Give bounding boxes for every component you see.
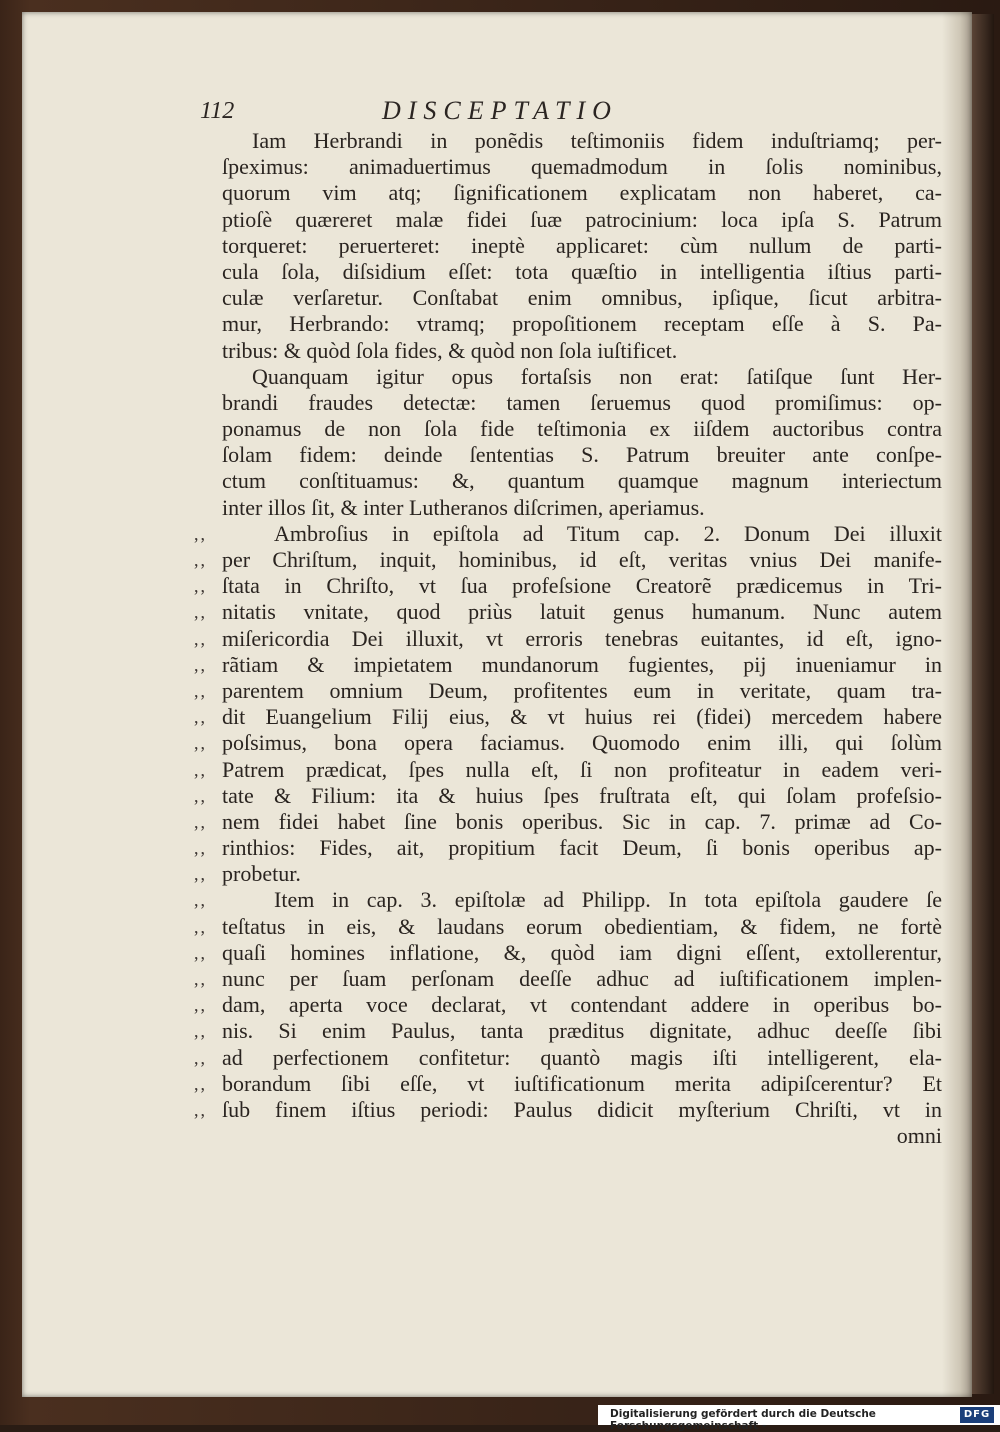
quotation-marker: ,, [194,890,207,911]
text-line [194,835,942,861]
text-line [194,520,942,547]
text-line-content: dit Euangelium Filij eius, & vt huius rei (fidei) mercedem habere [222,704,942,730]
quotation-marker: ,, [194,576,207,597]
text-line [222,416,942,442]
page-number: 112 [200,98,235,124]
text-line-content: culæ verſaretur. Conſtabat enim omnibus, ipſique, ſicut arbitra- [222,285,942,311]
text-line-content: ſtata in Chriſto, vt ſua profeſsione Creatorẽ prædicemus in Tri- [222,573,942,599]
body-text [194,128,942,1149]
quotation-marker: ,, [194,811,207,832]
quotation-marker: ,, [194,523,207,544]
text-line [194,651,942,678]
page-header [22,12,972,125]
text-line [222,390,942,416]
quotation-marker: ,, [194,864,207,885]
text-line [194,677,942,704]
text-line [194,992,942,1018]
text-line [194,782,942,809]
text-line [194,1096,942,1123]
dfg-logo: DFG [960,1407,994,1423]
quotation-marker: ,, [194,550,207,570]
text-line [194,730,942,756]
quotation-marker: ,, [194,1047,207,1068]
text-line-content: miſericordia Dei illuxit, vt erroris tenebras euitantes, id eſt, igno- [222,625,942,651]
quotation-marker: ,, [194,1099,207,1120]
text-line-content: nem fidei habet ſine bonis operibus. Sic in cap. 7. primæ ad Co- [222,808,942,834]
quotation-marker: ,, [194,942,207,963]
quotation-marker: ,, [194,838,207,859]
quotation-marker: ,, [194,628,207,649]
text-line-content: Quanquam igitur opus fortaſsis non erat: ſatiſque ſunt Her- [252,363,942,389]
text-line [222,128,942,154]
text-line-content: parentem omnium Deum, profitentes eum in veritate, quam tra- [222,677,942,703]
text-line [222,1123,942,1149]
text-line-content: rinthios: Fides, ait, propitium facit Deum, ſi bonis operibus ap- [222,835,942,861]
text-line-content: dam, aperta voce declarat, vt contendant addere in operibus bo- [222,992,942,1018]
text-line [194,966,942,992]
text-line-content: ponamus de non ſola fide teſtimonia ex iiſdem auctoribus contra [222,416,942,442]
text-line [194,1044,942,1071]
text-line-content: ptioſè quæreret malæ fidei ſuæ patrocinium: loca ipſa S. Patrum [222,206,942,232]
text-line [222,180,942,206]
text-line-content: omni [896,1123,942,1149]
text-line-content: nitatis vnitate, quod priùs latuit genus humanum. Nunc autem [222,599,942,625]
text-line [194,887,942,913]
text-line-content: inter illos ſit, & inter Lutheranos diſcrimen, aperiamus. [222,494,705,520]
quotation-marker: ,, [194,785,207,806]
text-line [222,311,942,337]
text-line-content: quaſi homines inflatione, &, quòd iam digni eſſent, extollerentur, [222,939,942,965]
text-line-content: probetur. [222,861,301,887]
text-line [222,338,942,364]
text-line-content: cula ſola, diſsidium eſſet: tota quæſtio in intelligentia iſtius parti- [222,258,942,284]
text-line-content: Item in cap. 3. epiſtolæ ad Philipp. In tota epiſtola gaudere ſe [274,887,942,913]
text-line [222,495,942,521]
text-line-content: ad perfectionem confitetur: quantò magis iſti intelligerent, ela- [222,1044,942,1070]
text-line-content: ctum conſtituamus: &, quantum quamque magnum interiectum [222,468,942,494]
book-edge [972,14,994,1394]
text-line [222,233,942,259]
text-line-content: ſolam fidem: deinde ſententias S. Patrum breuiter ante conſpe- [222,442,942,468]
text-line-content: Ambroſius in epiſtola ad Titum cap. 2. Donum Dei illuxit [274,520,942,546]
text-line [222,154,942,180]
text-line-content: teſtatus in eis, & laudans eorum obedientiam, & fidem, ne fortè [222,913,942,939]
text-line [222,364,942,390]
text-line [194,1070,942,1097]
quotation-marker: ,, [194,916,207,937]
digitization-credit: Digitalisierung gefördert durch die Deutsche Forschungsgemeinschaft - [610,1408,876,1432]
text-line-content: nunc per ſuam perſonam deeſſe adhuc ad iuſtificationem implen- [222,966,942,991]
text-line [194,625,942,652]
quotation-marker: ,, [194,759,207,780]
book-page [22,12,972,1397]
quotation-marker: ,, [194,733,207,754]
text-line [194,808,942,835]
text-line [194,573,942,599]
text-line [194,939,942,966]
text-line-content: quorum vim atq; ſignificationem explicatam non haberet, ca- [222,180,942,206]
text-line-content: Patrem prædicat, ſpes nulla eſt, ſi non profiteatur in eadem veri- [222,756,942,782]
page-spine-shadow [942,12,972,1397]
text-line-content: Iam Herbrandi in ponẽdis teſtimoniis fidem induſtriamq; per- [252,128,942,153]
quotation-marker: ,, [194,602,207,623]
quotation-marker: ,, [194,995,207,1016]
text-line [222,442,942,468]
text-line-content: tribus: & quòd ſola fides, & quòd non ſola iuſtificet. [222,337,678,363]
quotation-marker: ,, [194,1021,207,1042]
text-line [194,913,942,940]
quotation-marker: ,, [194,654,207,675]
text-line [194,599,942,625]
text-line [194,547,942,573]
text-line [222,207,942,233]
quotation-marker: ,, [194,680,207,701]
text-line-content: borandum ſibi eſſe, vt iuſtificationum merita adipiſcerentur? Et [222,1070,942,1096]
text-line-content: rãtiam & impietatem mundanorum fugientes, pij inueniamur in [222,651,942,677]
quotation-marker: ,, [194,969,207,989]
quotation-marker: ,, [194,1073,207,1094]
text-line [194,1018,942,1044]
quotation-marker: ,, [194,707,207,728]
text-line [222,468,942,494]
text-line-content: torqueret: peruerteret: ineptè applicaret: cùm nullum de parti- [222,232,942,258]
text-line-content: ſub finem iſtius periodi: Paulus didicit myſterium Chriſti, vt in [222,1096,942,1122]
text-line-content: nis. Si enim Paulus, tanta præditus dignitate, adhuc deeſſe ſibi [222,1018,942,1044]
text-line [194,861,942,887]
text-line-content: mur, Herbrando: vtramq; propoſitionem receptam eſſe à S. Pa- [222,311,942,337]
text-line-content: ſpeximus: animaduertimus quemadmodum in ſolis nominibus, [222,154,942,180]
text-line [194,704,942,730]
text-line-content: poſsimus, bona opera faciamus. Quomodo enim illi, qui ſolùm [222,730,942,756]
text-line [194,756,942,783]
text-line-content: per Chriſtum, inquit, hominibus, id eſt, veritas vnius Dei manife- [222,547,942,572]
text-line-content: brandi fraudes detectæ: tamen ſeruemus quod promiſimus: op- [222,389,942,415]
text-line [222,259,942,285]
running-head: DISCEPTATIO [382,96,618,125]
text-line [222,285,942,311]
text-line-content: tate & Filium: ita & huius ſpes fruſtrata eſt, qui ſolam profeſsio- [222,782,942,808]
